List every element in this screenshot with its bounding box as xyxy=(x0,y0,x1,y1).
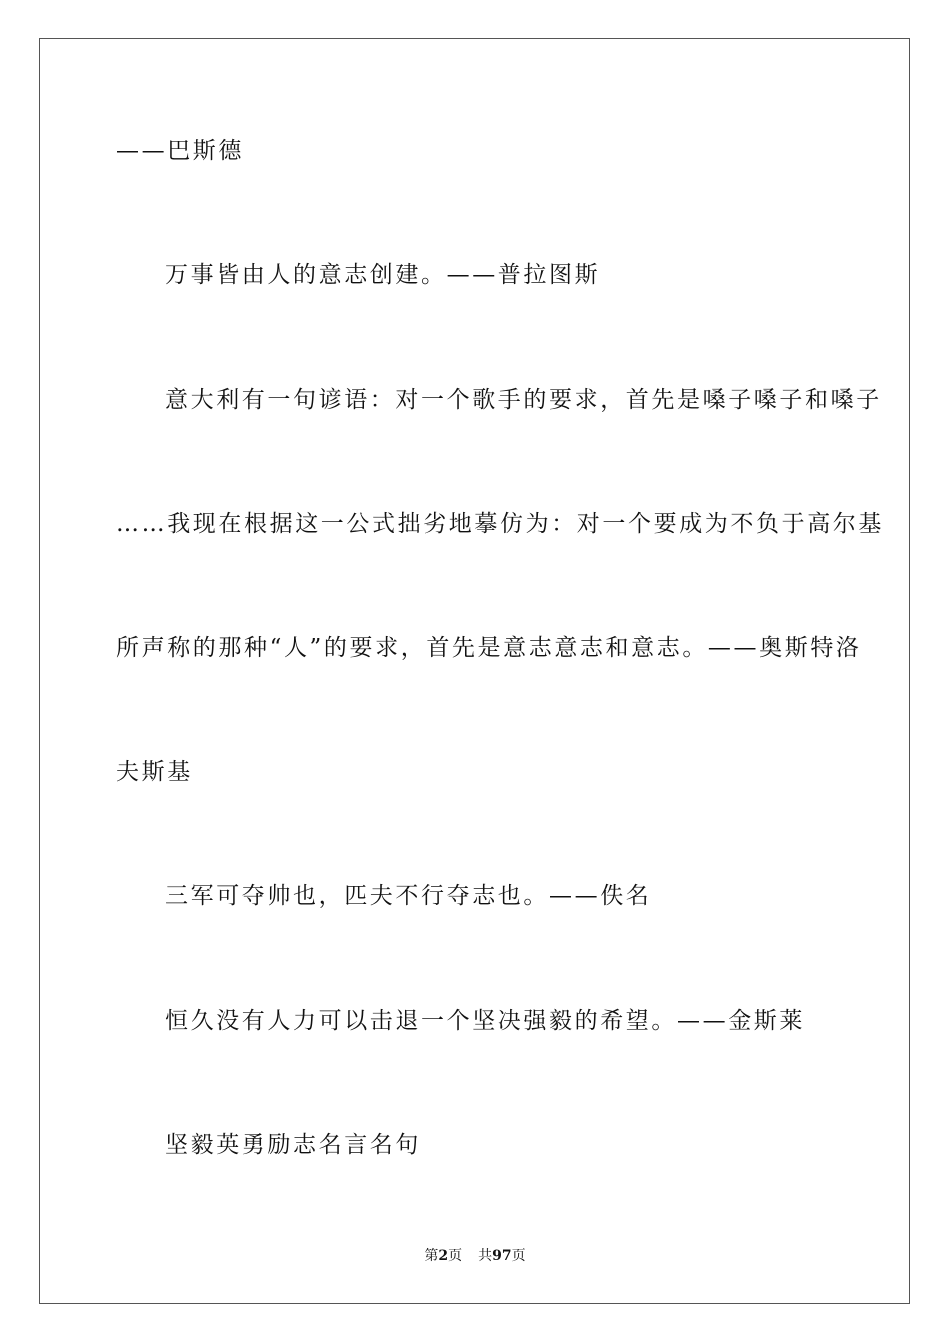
footer-total-number: 97 xyxy=(492,1248,512,1264)
quote-continuation-3: 夫斯基 xyxy=(116,759,193,785)
footer-page-suffix: 页 xyxy=(448,1248,463,1264)
quote-continuation-1: ……我现在根据这一公式拙劣地摹仿为：对一个要成为不负于高尔基 xyxy=(116,511,884,537)
quote-italian-proverb: 意大利有一句谚语：对一个歌手的要求，首先是嗓子嗓子和嗓子 xyxy=(165,387,882,413)
page-footer xyxy=(0,1246,950,1266)
footer-page-number: 2 xyxy=(438,1248,449,1264)
quote-anonymous: 三军可夺帅也，匹夫不行夺志也。——佚名 xyxy=(165,883,652,909)
page-border xyxy=(39,38,910,1304)
quote-kingsley: 恒久没有人力可以击退一个坚决强毅的希望。——金斯莱 xyxy=(165,1008,805,1034)
quote-attribution-pasteur: ——巴斯德 xyxy=(116,138,244,164)
footer-total-prefix: 共 xyxy=(478,1248,493,1264)
quote-continuation-2: 所声称的那种“人”的要求，首先是意志意志和意志。——奥斯特洛 xyxy=(116,635,862,661)
footer-total-suffix: 页 xyxy=(511,1248,526,1264)
footer-page-prefix: 第 xyxy=(424,1248,439,1264)
quote-plautus: 万事皆由人的意志创建。——普拉图斯 xyxy=(165,262,601,288)
section-heading: 坚毅英勇励志名言名句 xyxy=(165,1132,421,1158)
